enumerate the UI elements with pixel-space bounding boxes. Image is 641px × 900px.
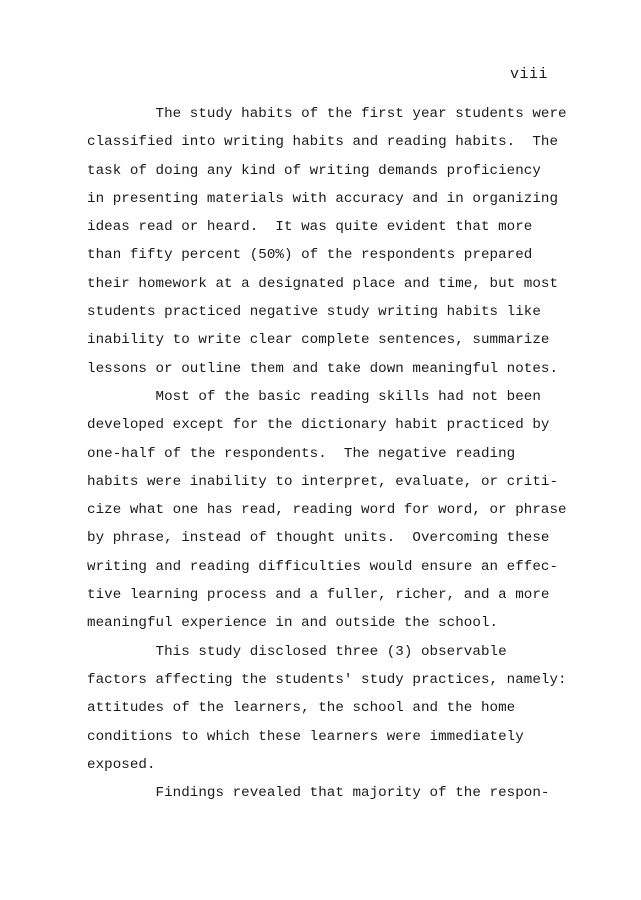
- text-line: classified into writing habits and reading habits. The: [87, 134, 559, 151]
- text-line: tive learning process and a fuller, richer, and a more: [87, 587, 550, 604]
- text-line: The study habits of the first year students were: [87, 106, 567, 122]
- body-text: [87, 100, 607, 807]
- text-line: lessons or outline them and take down meaningful notes.: [87, 360, 559, 377]
- text-line: inability to write clear complete sentences, summarize: [87, 332, 550, 349]
- text-line: Findings revealed that majority of the respon-: [87, 785, 550, 802]
- text-line: in presenting materials with accuracy and in organizing: [87, 190, 559, 207]
- text-line: students practiced negative study writing habits like: [87, 304, 541, 321]
- text-line: factors affecting the students' study practices, namely:: [87, 671, 567, 688]
- text-line: exposed.: [87, 756, 156, 773]
- text-line: This study disclosed three (3) observable: [87, 643, 507, 660]
- text-line: meaningful experience in and outside the school.: [87, 615, 499, 632]
- text-line: conditions to which these learners were immediately: [87, 728, 524, 745]
- text-line: developed except for the dictionary habit practiced by: [87, 417, 550, 434]
- text-line: task of doing any kind of writing demands proficiency: [87, 162, 541, 179]
- page-number: viii: [510, 66, 549, 83]
- text-line: their homework at a designated place and time, but most: [87, 275, 559, 292]
- text-line: one-half of the respondents. The negative reading: [87, 445, 516, 462]
- text-line: attitudes of the learners, the school and the home: [87, 700, 516, 717]
- text-line: by phrase, instead of thought units. Overcoming these: [87, 530, 550, 547]
- text-line: Most of the basic reading skills had not been: [87, 388, 541, 405]
- text-line: habits were inability to interpret, evaluate, or criti-: [87, 473, 559, 490]
- text-line: ideas read or heard. It was quite evident that more: [87, 219, 533, 236]
- text-line: cize what one has read, reading word for word, or phrase: [87, 502, 567, 519]
- text-line: than fifty percent (50%) of the respondents prepared: [87, 247, 533, 264]
- text-line: writing and reading difficulties would ensure an effec-: [87, 558, 559, 575]
